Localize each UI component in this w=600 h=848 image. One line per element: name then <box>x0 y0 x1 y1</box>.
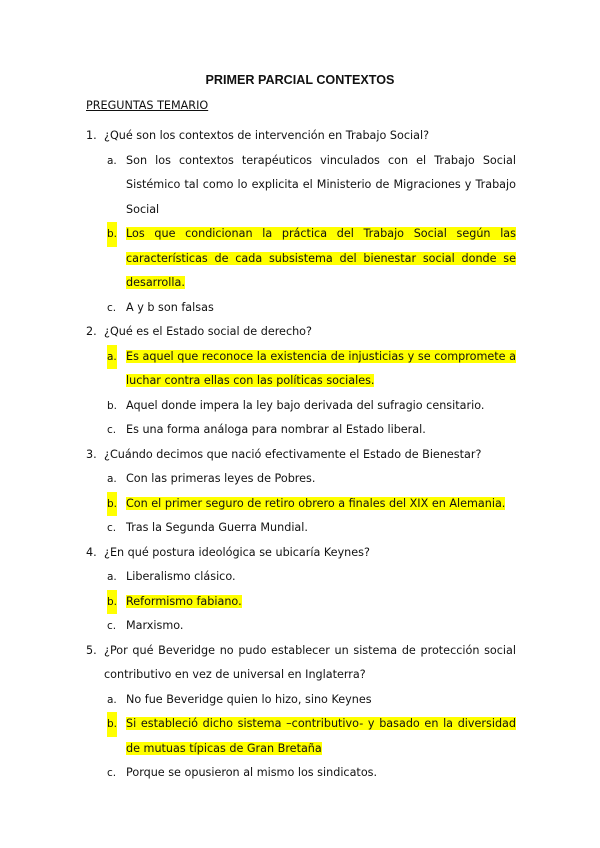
option-letter: b. <box>107 590 117 615</box>
answer-option-correct <box>0 345 600 394</box>
answer-options <box>0 149 600 321</box>
question-item <box>0 320 600 443</box>
question-number: 3. <box>86 447 97 461</box>
question-item <box>0 443 600 541</box>
question-text <box>0 320 600 345</box>
option-letter: b. <box>107 399 118 412</box>
answer-option <box>0 565 600 590</box>
question-label: ¿En qué postura ideológica se ubicaría Keynes? <box>104 545 370 559</box>
answer-option <box>0 614 600 639</box>
question-label: ¿Qué es el Estado social de derecho? <box>104 325 312 338</box>
option-text: A y b son falsas <box>126 300 214 314</box>
option-letter: b. <box>107 712 117 737</box>
option-text: Es una forma análoga para nombrar al Estado liberal. <box>126 423 426 436</box>
question-number: 4. <box>86 545 97 559</box>
option-letter: c. <box>107 522 117 534</box>
option-text: Son los contextos terapéuticos vinculados con el Trabajo Social Sistémico tal como lo explicita el Ministerio de Migraciones y Trabajo Social <box>126 153 516 216</box>
question-text <box>0 541 600 566</box>
answer-option <box>0 467 600 492</box>
answer-option <box>0 688 600 713</box>
option-letter: a. <box>107 473 117 485</box>
option-letter: a. <box>107 154 117 167</box>
question-label: ¿Qué son los contextos de intervención en Trabajo Social? <box>104 129 430 142</box>
answer-option <box>0 761 600 786</box>
option-text: Aquel donde impera la ley bajo derivada del sufragio censitario. <box>126 398 485 412</box>
question-item <box>0 541 600 639</box>
option-text: Con el primer seguro de retiro obrero a finales del XIX en Alemania. <box>126 496 506 510</box>
option-letter: c. <box>107 424 117 436</box>
answer-options <box>0 688 600 786</box>
question-number: 2. <box>86 325 97 338</box>
question-list <box>0 124 600 786</box>
option-letter: a. <box>107 571 117 583</box>
answer-option-correct <box>0 590 600 615</box>
option-text: Marxismo. <box>126 619 184 632</box>
option-letter: b. <box>107 222 117 247</box>
answer-option <box>0 296 600 321</box>
answer-option-correct <box>0 712 600 761</box>
answer-option <box>0 149 600 223</box>
section-heading: PREGUNTAS TEMARIO <box>86 99 209 112</box>
option-text: Con las primeras leyes de Pobres. <box>126 472 316 485</box>
answer-options <box>0 467 600 541</box>
option-letter: c. <box>107 620 117 632</box>
option-text: Porque se opusieron al mismo los sindicatos. <box>126 766 378 779</box>
question-number: 5. <box>86 643 97 657</box>
option-text: Tras la Segunda Guerra Mundial. <box>126 521 308 534</box>
document-title: PRIMER PARCIAL CONTEXTOS <box>205 73 395 87</box>
option-letter: c. <box>107 301 117 314</box>
question-label: ¿Cuándo decimos que nació efectivamente el Estado de Bienestar? <box>104 447 482 461</box>
option-letter: b. <box>107 492 117 517</box>
option-text: Si estableció dicho sistema –contributivo- y basado en la diversidad de mutuas típicas de Gran Bretaña <box>126 717 516 755</box>
option-text: Los que condicionan la práctica del Trabajo Social según las características de cada subsistema del bienestar social donde se desarrolla. <box>126 227 516 289</box>
answer-options <box>0 565 600 639</box>
question-text <box>0 639 600 688</box>
question-label: ¿Por qué Beveridge no pudo establecer un sistema de protección social contributivo en vez de universal en Inglaterra? <box>104 643 516 681</box>
question-number: 1. <box>86 129 97 142</box>
option-letter: a. <box>107 345 117 370</box>
answer-option-correct <box>0 492 600 517</box>
answer-option <box>0 516 600 541</box>
option-text: No fue Beveridge quien lo hizo, sino Keynes <box>126 692 372 706</box>
answer-options <box>0 345 600 443</box>
answer-option-correct <box>0 222 600 296</box>
question-text <box>0 443 600 468</box>
question-item <box>0 639 600 786</box>
option-text: Es aquel que reconoce la existencia de injusticias y se compromete a luchar contra ellas con las políticas sociales. <box>126 349 516 387</box>
option-letter: c. <box>107 767 117 779</box>
question-item <box>0 124 600 320</box>
answer-option <box>0 394 600 419</box>
option-text: Reformismo fabiano. <box>126 594 242 608</box>
option-letter: a. <box>107 693 117 706</box>
answer-option <box>0 418 600 443</box>
option-text: Liberalismo clásico. <box>126 570 236 583</box>
question-text <box>0 124 600 149</box>
